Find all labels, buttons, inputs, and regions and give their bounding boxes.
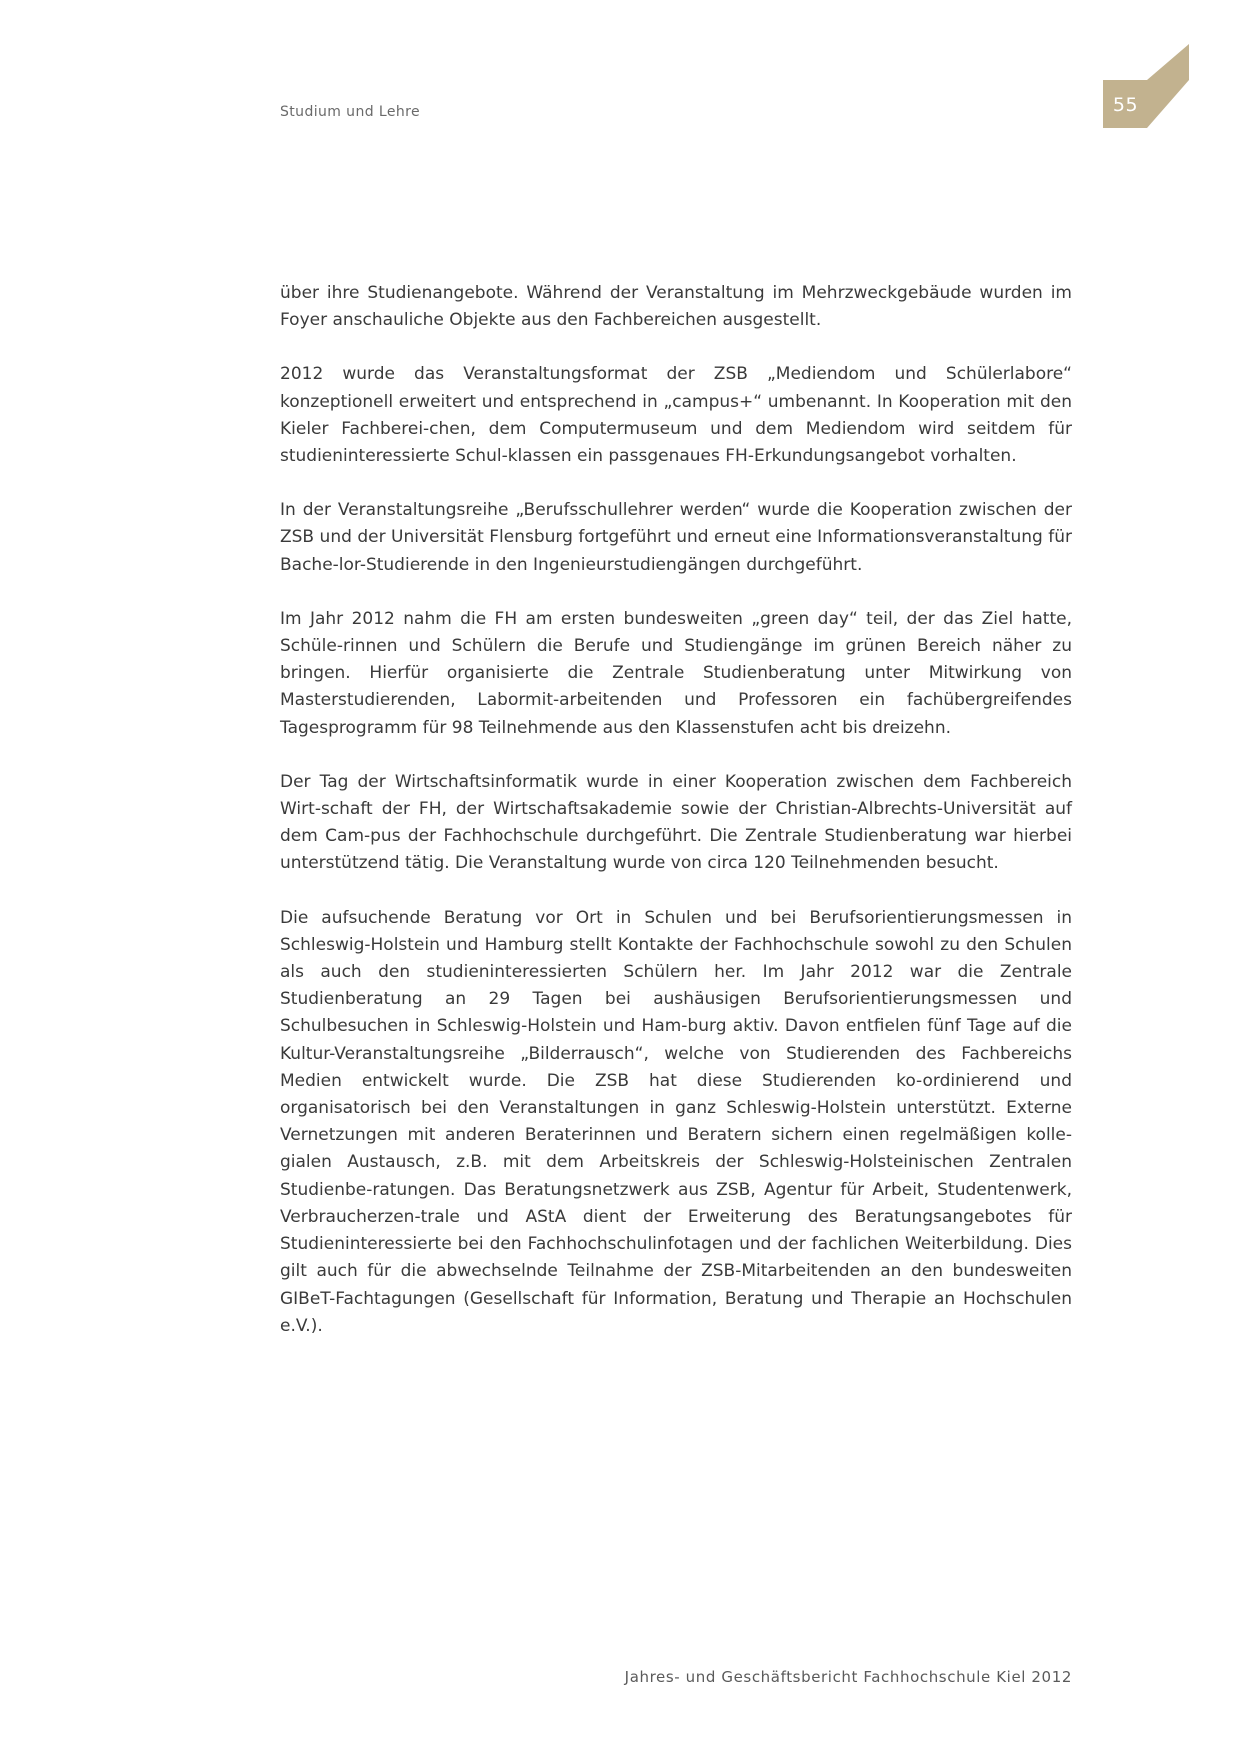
paragraph-2: 2012 wurde das Veranstaltungsformat der ZSB „Mediendom und Schülerlabore“ konzeptionell erweitert und entsprechend in „campus+“ umbenannt. In Kooperation mit den Kieler Fachberei-chen, dem Computermuseum und dem Mediendom wird seitdem für studieninteressierte Schul-klassen ein passgenaues FH-Erkundungsangebot vorhalten. [280, 364, 1072, 467]
paragraph-3: In der Veranstaltungsreihe „Berufsschullehrer werden“ wurde die Kooperation zwischen der ZSB und der Universität Flensburg fortgeführt und erneut eine Informationsveranstaltung für Bache-lor-Studierende in den Ingenieurstudiengängen durchgeführt. [280, 500, 1072, 575]
paragraph-5: Der Tag der Wirtschaftsinformatik wurde in einer Kooperation zwischen dem Fachbereich Wirt-schaft der FH, der Wirtschaftsakademie sowie der Christian-Albrechts-Universität auf dem Cam-pus der Fachhochschule durchgeführt. Die Zentrale Studienberatung war hierbei unterstützend tätig. Die Veranstaltung wurde von circa 120 Teilnehmenden besucht. [280, 771, 1072, 874]
body-text [280, 280, 1072, 1367]
paragraph-6: Die aufsuchende Beratung vor Ort in Schulen und bei Berufsorientierungsmessen in Schleswig-Holstein und Hamburg stellt Kontakte der Fachhochschule sowohl zu den Schulen als auch den studieninteressierten Schülern her. Im Jahr 2012 war die Zentrale Studienberatung an 29 Tagen bei aushäusigen Berufsorientierungsmessen und Schulbesuchen in Schleswig-Holstein und Ham-burg aktiv. Davon entfielen fünf Tage auf die Kultur-Veranstaltungsreihe „Bilderrausch“, welche von Studierenden des Fachbereichs Medien entwickelt wurde. Die ZSB hat diese Studierenden ko-ordinierend und organisatorisch bei den Veranstaltungen in ganz Schleswig-Holstein unterstützt. Externe Vernetzungen mit anderen Beraterinnen und Beratern sichern einen regelmäßigen kolle-gialen Austausch, z.B. mit dem Arbeitskreis der Schleswig-Holsteinischen Zentralen Studienbe-ratungen. Das Beratungsnetzwerk aus ZSB, Agentur für Arbeit, Studentenwerk, Verbraucherzen-trale und AStA dient der Erweiterung des Beratungsangebotes für Studieninteressierte bei den Fachhochschulinfotagen und der fachlichen Weiterbildung. Dies gilt auch für die abwechselnde Teilnahme der ZSB-Mitarbeitenden an den bundesweiten GIBeT-Fachtagungen (Gesellschaft für Information, Beratung und Therapie an Hochschulen e.V.). [280, 907, 1072, 1336]
paragraph-4: Im Jahr 2012 nahm die FH am ersten bundesweiten „green day“ teil, der das Ziel hatte, Schüle-rinnen und Schülern die Berufe und Studiengänge im grünen Bereich näher zu bringen. Hierfür organisierte die Zentrale Studienberatung unter Mitwirkung von Masterstudierenden, Labormit-arbeitenden und Professoren ein fachübergreifendes Tagesprogramm für 98 Teilnehmende aus den Klassenstufen acht bis dreizehn. [280, 608, 1072, 738]
paragraph-1: über ihre Studienangebote. Während der Veranstaltung im Mehrzweckgebäude wurden im Foyer anschauliche Objekte aus den Fachbereichen ausgestellt. [280, 283, 1072, 331]
page-number: 55 [1112, 94, 1139, 116]
running-footer: Jahres- und Geschäftsbericht Fachhochschule Kiel 2012 [624, 1668, 1072, 1686]
running-header-section: Studium und Lehre [280, 104, 420, 120]
